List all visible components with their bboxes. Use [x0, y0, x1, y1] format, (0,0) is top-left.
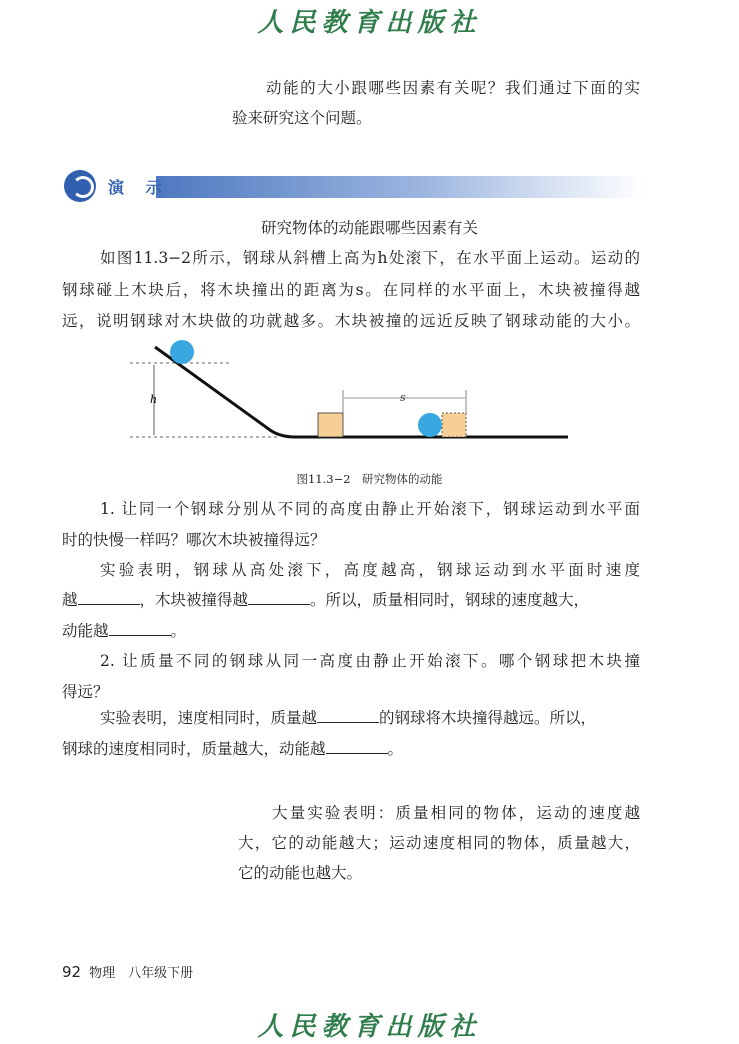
fill-blank[interactable]	[109, 621, 171, 636]
demo-title: 研究物体的动能跟哪些因素有关	[260, 219, 478, 237]
text: 实验表明，速度相同时，质量越	[100, 709, 318, 727]
steel-ball-start	[170, 340, 194, 364]
paragraph-line: 如图11.3−2所示，钢球从斜槽上高为h处滚下，在水平面上运动。运动的	[100, 249, 640, 267]
conclusion-line: 大量实验表明：质量相同的物体，运动的速度越	[272, 804, 640, 822]
ramp-figure	[130, 335, 580, 450]
paragraph-line: 钢球碰上木块后，将木块撞出的距离为s。在同样的水平面上，木块被撞得越	[62, 281, 640, 299]
answer-line	[100, 708, 596, 728]
book-title: 物理 八年级下册	[89, 966, 194, 981]
paragraph-line: 远，说明钢球对木块做的功就越多。木块被撞的远近反映了钢球动能的大小。	[62, 312, 640, 330]
text: 越	[62, 591, 78, 609]
demo-icon	[64, 170, 96, 202]
intro-line: 动能的大小跟哪些因素有关呢？我们通过下面的实	[266, 79, 640, 97]
text: 动能越	[62, 622, 109, 640]
wood-block	[318, 413, 343, 437]
question-1: 1. 让同一个钢球分别从不同的高度由静止开始滚下，钢球运动到水平面	[100, 500, 640, 518]
text: 钢球的速度相同时，质量越大，动能越	[62, 740, 326, 758]
banner-label: 演 示	[108, 178, 170, 197]
fill-blank[interactable]	[78, 590, 140, 605]
banner-bar	[156, 176, 644, 198]
intro-line: 验来研究这个问题。	[232, 109, 372, 127]
demo-banner	[64, 170, 644, 202]
text: 的钢球将木块撞得越远。所以，	[379, 709, 597, 727]
text: 。	[170, 622, 187, 640]
text: 。	[387, 740, 404, 758]
answer-line	[62, 739, 403, 759]
conclusion-line: 大，它的动能越大；运动速度相同的物体，质量越大，	[238, 834, 640, 852]
fill-blank[interactable]	[326, 739, 388, 754]
fill-blank[interactable]	[248, 590, 310, 605]
page-number: 92	[62, 963, 82, 981]
answer-line	[62, 621, 186, 641]
page-footer	[62, 962, 193, 981]
answer-line: 实验表明，钢球从高处滚下，高度越高，钢球运动到水平面时速度	[100, 561, 640, 579]
publisher-logo: 人民教育出版社	[257, 8, 482, 38]
fill-blank[interactable]	[317, 708, 379, 723]
question-2: 2. 让质量不同的钢球从同一高度由静止开始滚下。哪个钢球把木块撞	[100, 652, 640, 670]
wood-block-moved	[442, 413, 466, 437]
publisher-logo-bottom: 人民教育出版社	[257, 1012, 482, 1042]
question-1: 时的快慢一样吗？哪次木块被撞得远？	[62, 531, 326, 549]
conclusion-line: 它的动能也越大。	[238, 864, 363, 882]
text: 。所以，质量相同时，钢球的速度越大，	[310, 591, 590, 609]
question-2: 得远？	[62, 683, 109, 701]
label-s: s	[400, 391, 406, 404]
text: ，木块被撞得越	[139, 591, 249, 609]
answer-line	[62, 590, 589, 610]
steel-ball-end	[418, 413, 442, 437]
label-h: h	[150, 393, 158, 406]
figure-caption: 图11.3−2 研究物体的动能	[296, 472, 443, 486]
